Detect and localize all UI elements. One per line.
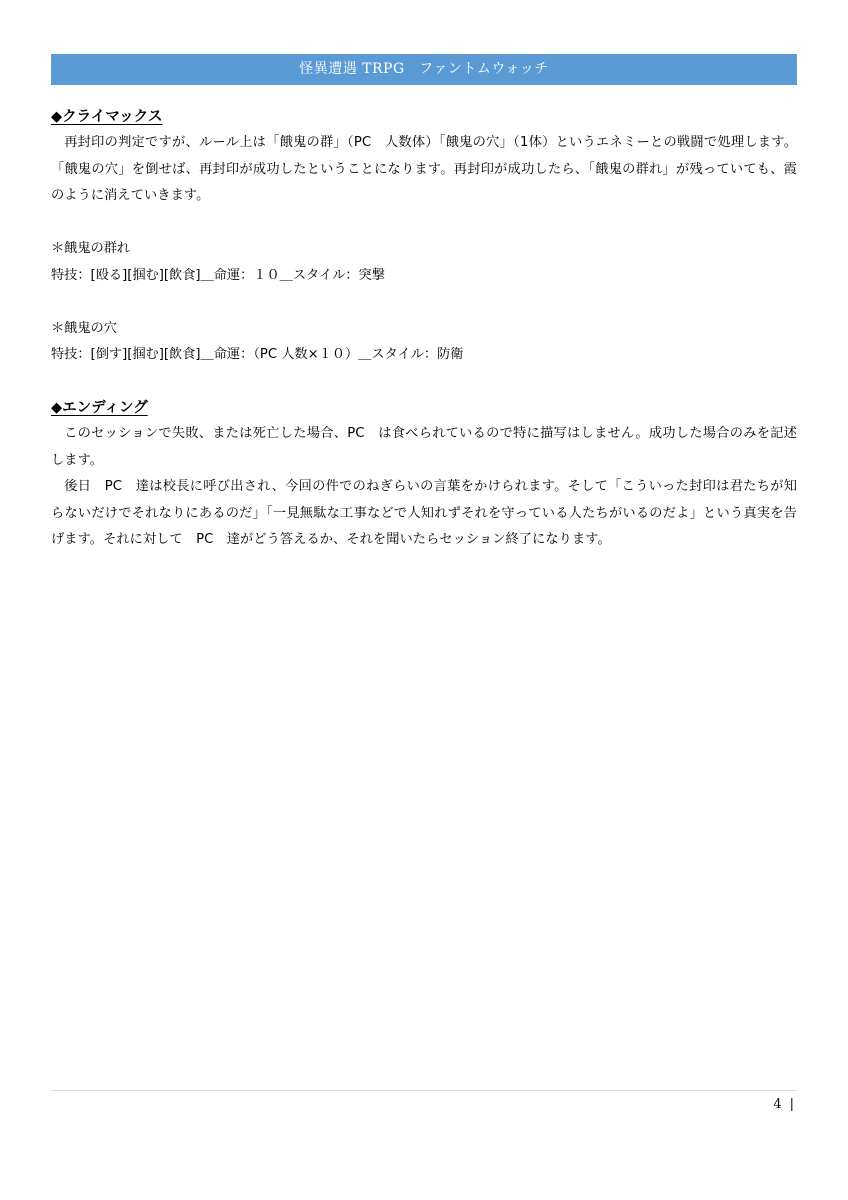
climax-heading: ◆クライマックス: [51, 109, 163, 125]
climax-paragraph: 再封印の判定ですが、ルール上は「餓鬼の群」（PC 人数体）「餓鬼の穴」（1体）というエネミーとの戦闘で処理します。「餓鬼の穴」を倒せば、再封印が成功したということになります。再封印が成功したら、「餓鬼の群れ」が残っていても、霞のように消えていきます。: [51, 135, 797, 203]
climax-section: [51, 104, 797, 395]
spacer: [51, 369, 797, 396]
ending-paragraph: 後日 PC 達は校長に呼び出され、今回の件でのねぎらいの言葉をかけられます。そして「こういった封印は君たちが知らないだけでそれなりにあるのだ」「一見無駄な工事などで人知れずそれを守っている人たちがいるのだよ」という真実を告げます。それに対して PC 達がどう答えるか、それを聞いたらセッション終了になります。: [51, 479, 797, 547]
page-number-separator: |: [789, 1097, 794, 1112]
enemy-name: ＊餓鬼の穴: [51, 320, 117, 336]
enemy-name: ＊餓鬼の群れ: [51, 241, 131, 256]
ending-section: [51, 395, 797, 554]
document-header: [51, 54, 797, 85]
document-title: 怪異遭遇 TRPG ファントムウォッチ: [299, 61, 549, 77]
enemy-stats: 特技：[倒す][掴む][飲食]＿命運：（PC 人数×１０）＿スタイル：防衛: [51, 347, 464, 362]
footer-divider: [51, 1090, 797, 1091]
enemy-stats: 特技：[殴る][掴む][飲食]＿命運：１０＿スタイル：突撃: [51, 267, 385, 283]
ending-heading: ◆エンディング: [51, 400, 148, 416]
ending-paragraph: このセッションで失敗、または死亡した場合、PC は食べられているので特に描写はしません。成功した場合のみを記述します。: [51, 426, 797, 468]
spacer: [51, 210, 797, 237]
page-number-value: 4: [773, 1097, 782, 1112]
page-body: [51, 104, 797, 554]
spacer: [51, 289, 797, 316]
page-number: [773, 1096, 794, 1114]
